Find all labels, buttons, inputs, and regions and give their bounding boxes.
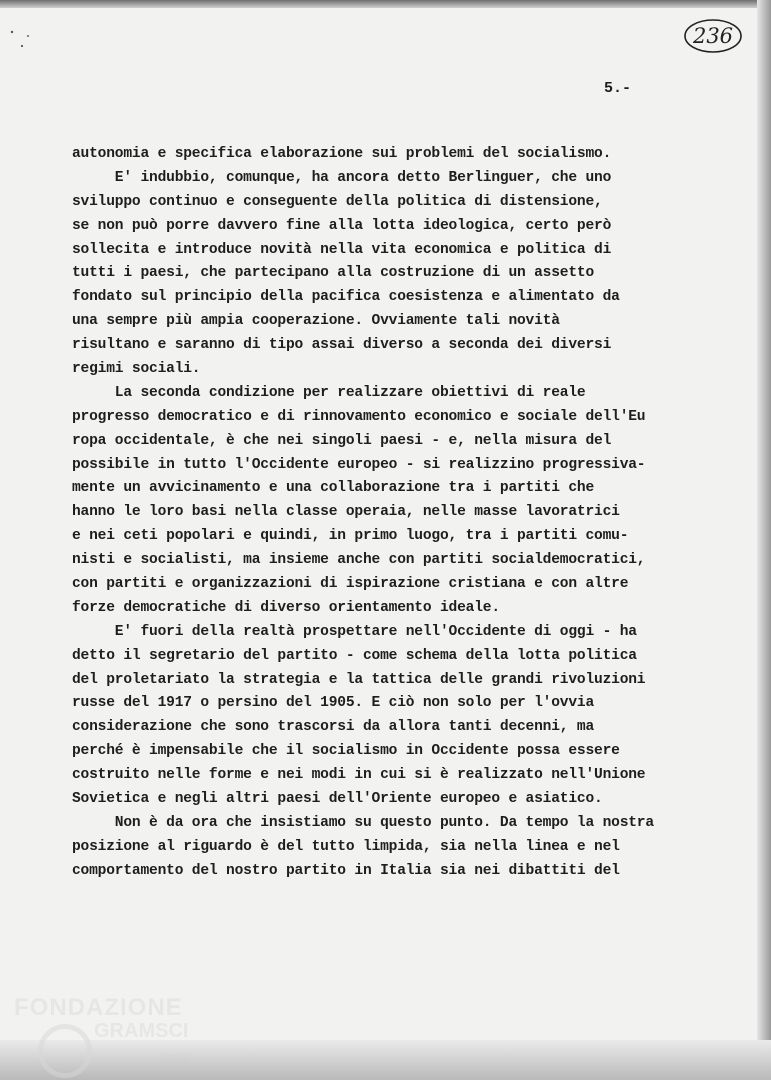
scan-right-edge [757, 0, 771, 1080]
watermark-line-1: FONDAZIONE [14, 994, 183, 1021]
stamp-number: 236 [692, 24, 734, 48]
text-line: progresso democratico e di rinnovamento economico e sociale dell'Eu [72, 408, 646, 425]
text-line: ropa occidentale, è che nei singoli paesi - e, nella misura del [72, 432, 612, 449]
text-line: forze democratiche di diverso orientamento ideale. [72, 599, 500, 616]
text-line: nisti e socialisti, ma insieme anche con partiti socialdemocratici, [72, 552, 646, 569]
page-number: 5.- [604, 80, 632, 97]
text-line: comportamento del nostro partito in Italia sia nei dibattiti del [72, 862, 620, 879]
text-line: russe del 1917 o persino del 1905. E ciò non solo per l'ovvia [72, 695, 595, 712]
text-line: se non può porre davvero fine alla lotta ideologica, certo però [72, 217, 612, 234]
text-line: del proletariato la strategia e la tattica delle grandi rivoluzioni [72, 671, 646, 688]
text-line: detto il segretario del partito - come schema della lotta politica [72, 647, 637, 664]
watermark-line-2: GRAMSCI [94, 1020, 189, 1042]
text-line: fondato sul principio della pacifica coesistenza e alimentato da [72, 289, 620, 306]
text-line: posizione al riguardo è del tutto limpida, sia nella linea e nel [72, 838, 620, 855]
fondazione-gramsci-watermark [14, 994, 234, 1074]
text-line: sviluppo continuo e conseguente della politica di distensione, [72, 193, 603, 210]
text-line: considerazione che sono trascorsi da allora tanti decenni, ma [72, 719, 595, 736]
text-line: Non è da ora che insistiamo su questo punto. Da tempo la nostra [72, 814, 654, 831]
text-line: costruito nelle forme e nei modi in cui si è realizzato nell'Unione [72, 767, 646, 784]
text-line: regimi sociali. [72, 361, 201, 378]
scan-top-edge [0, 0, 771, 8]
text-line: tutti i paesi, che partecipano alla costruzione di un assetto [72, 265, 595, 282]
text-line: Sovietica e negli altri paesi dell'Oriente europeo e asiatico. [72, 791, 603, 808]
text-line: una sempre più ampia cooperazione. Ovviamente tali novità [72, 313, 560, 330]
text-line: perché è impensabile che il socialismo in Occidente possa essere [72, 743, 620, 760]
text-line: E' fuori della realtà prospettare nell'Occidente di oggi - ha [72, 623, 637, 640]
text-line: e nei ceti popolari e quindi, in primo luogo, tra i partiti comu- [72, 528, 629, 545]
text-line: possibile in tutto l'Occidente europeo - si realizzino progressiva- [72, 456, 646, 473]
handwritten-page-stamp [683, 17, 743, 55]
text-line: autonomia e specifica elaborazione sui problemi del socialismo. [72, 146, 612, 162]
text-line: E' indubbio, comunque, ha ancora detto Berlinguer, che uno [72, 169, 612, 186]
text-line: La seconda condizione per realizzare obiettivi di reale [72, 384, 586, 401]
text-line: sollecita e introduce novità nella vita economica e politica di [72, 241, 612, 258]
text-line: risultano e saranno di tipo assai diverso a seconda dei diversi [72, 337, 612, 354]
watermark-line-3: onlus [164, 1052, 188, 1063]
text-line: con partiti e organizzazioni di ispirazione cristiana e con altre [72, 576, 629, 593]
text-line: mente un avvicinamento e una collaborazione tra i partiti che [72, 480, 595, 497]
typewritten-body [72, 143, 722, 884]
watermark-logo-icon [38, 1024, 92, 1078]
scan-specks [8, 26, 38, 56]
text-line: hanno le loro basi nella classe operaia, nelle masse lavoratrici [72, 504, 620, 521]
